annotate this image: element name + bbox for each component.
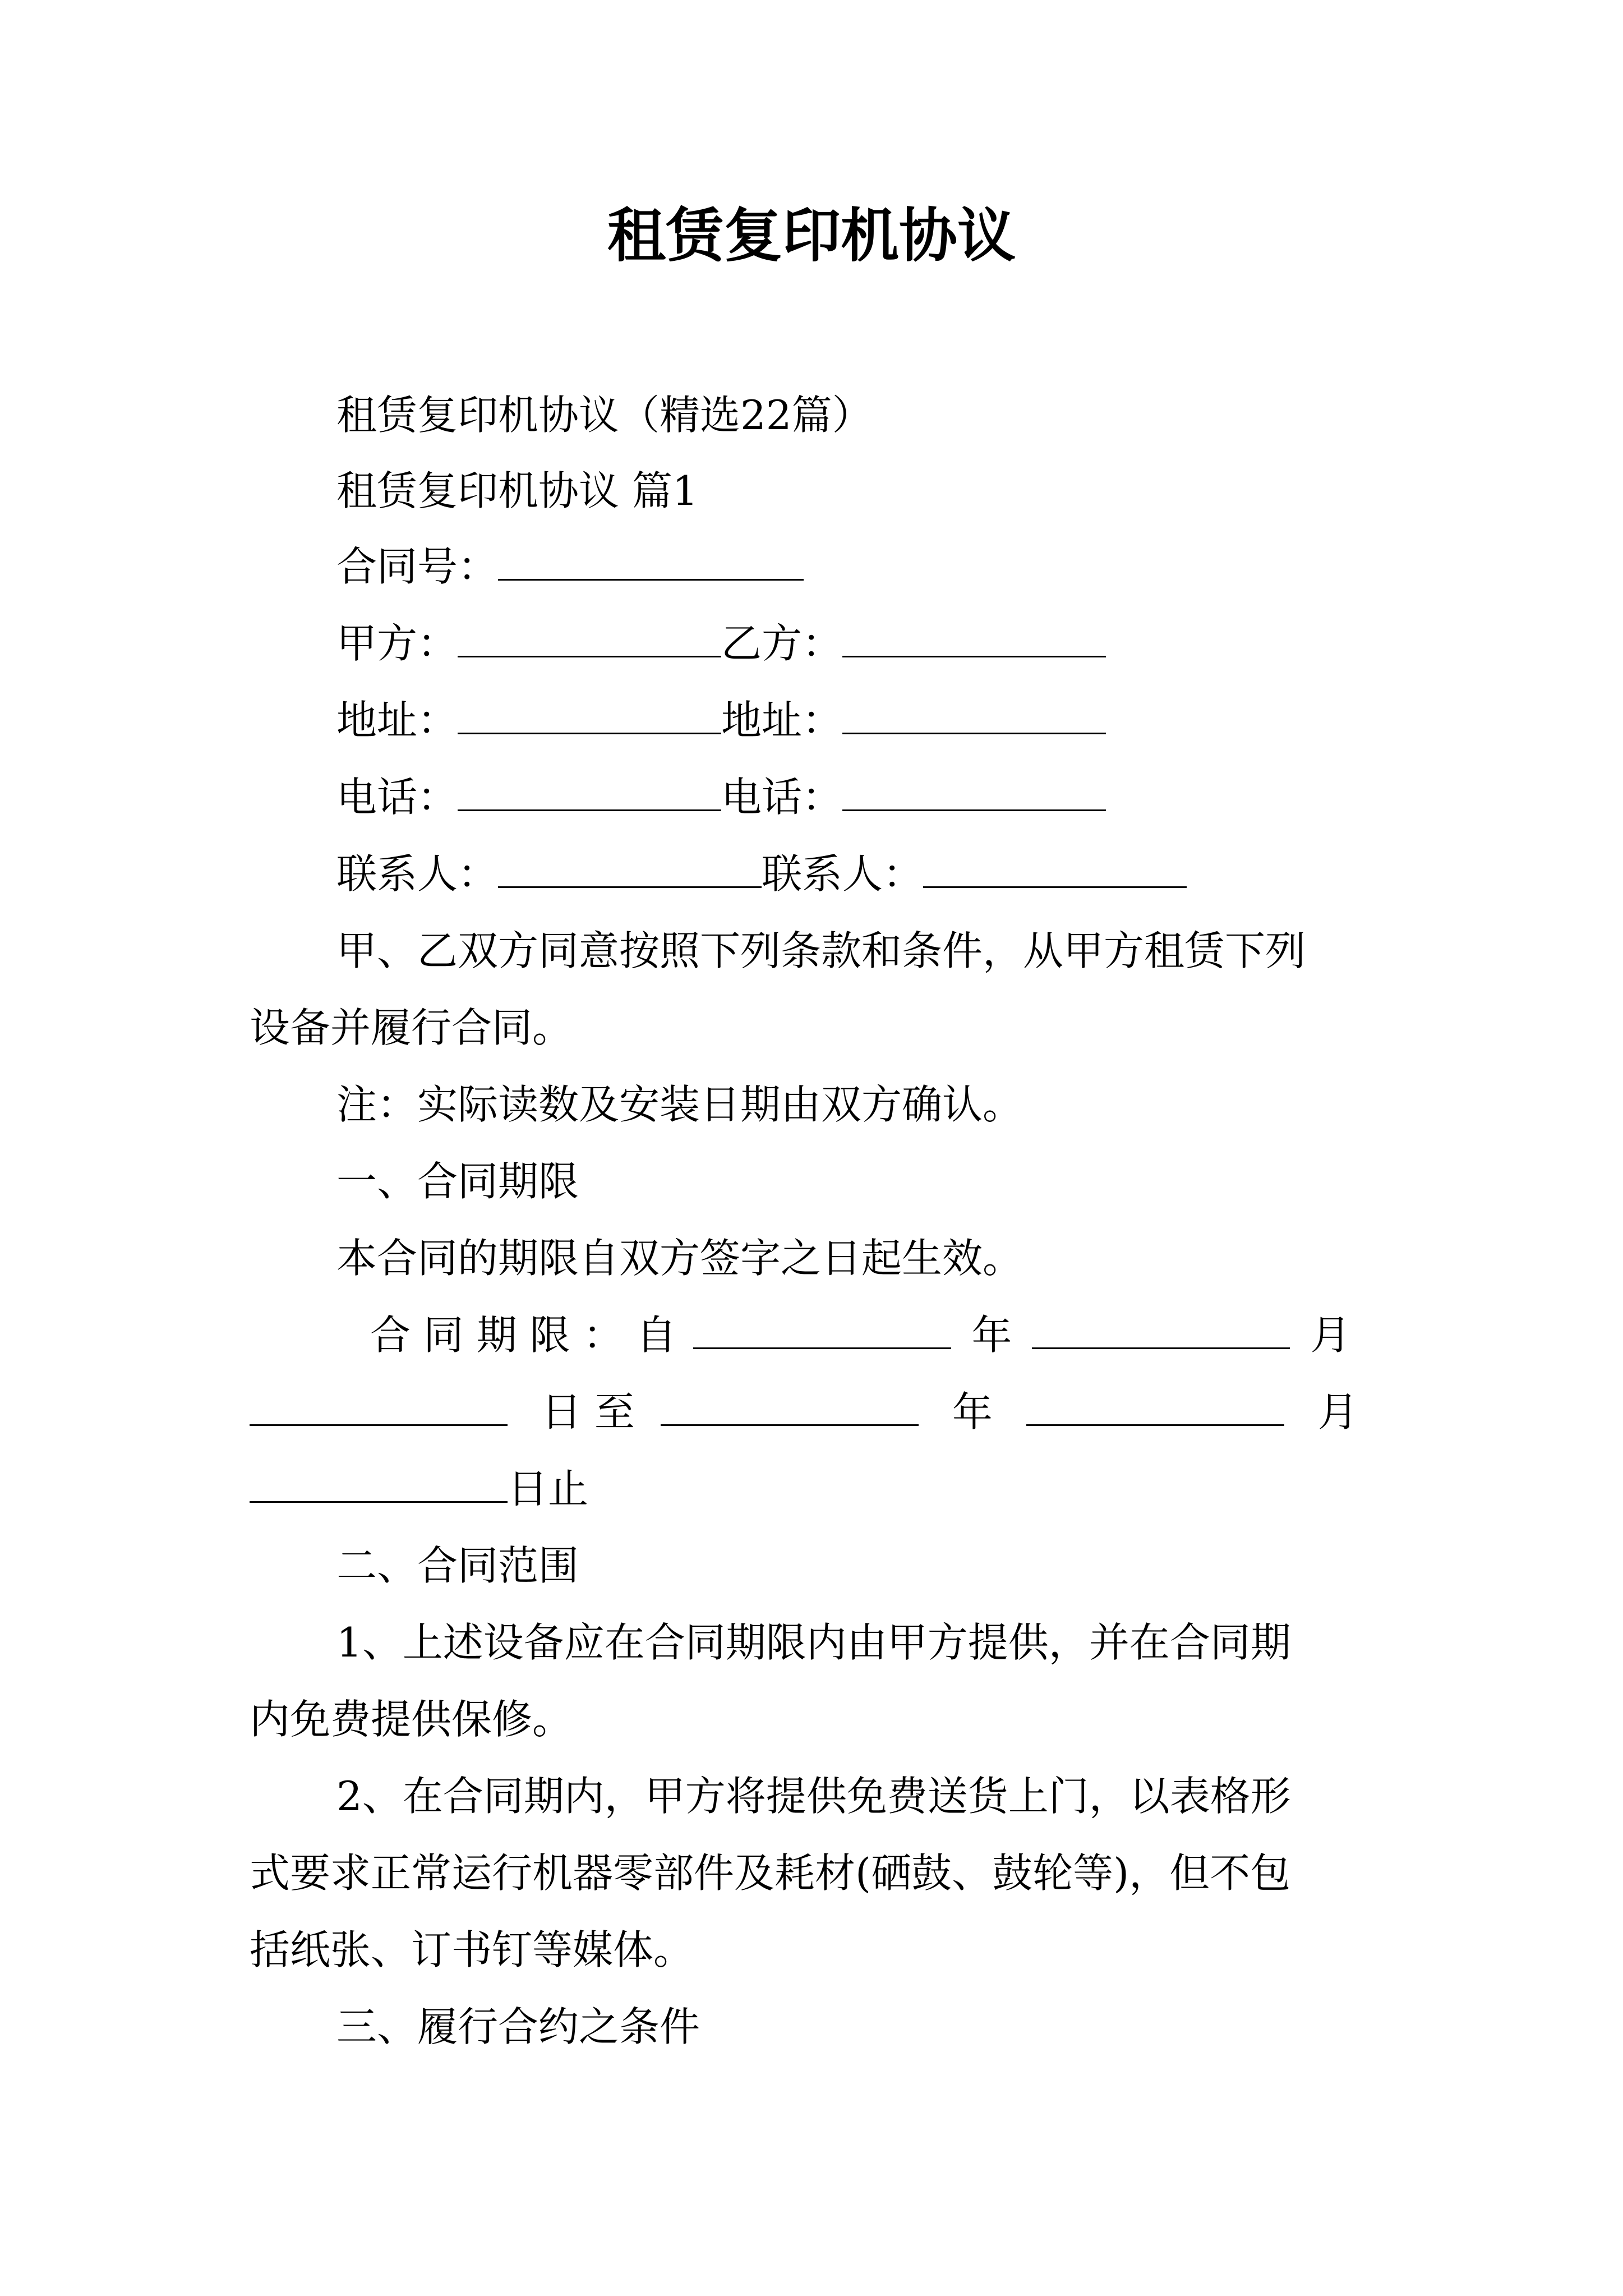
agreement-line-1: 甲、乙双方同意按照下列条款和条件，从甲方租赁下列 bbox=[336, 927, 1306, 974]
document-title: 租赁复印机协议 bbox=[607, 201, 1016, 270]
year-label-1: 年 bbox=[971, 1312, 1012, 1359]
party-a-label: 甲方： bbox=[336, 620, 458, 667]
phone-b-label: 电话： bbox=[721, 774, 843, 821]
party-b-label: 乙方： bbox=[721, 620, 843, 667]
end-year-blank bbox=[661, 1387, 919, 1426]
party-a-blank bbox=[458, 619, 721, 657]
contact-a-blank bbox=[498, 849, 762, 888]
contract-number-row bbox=[336, 539, 1382, 595]
address-row bbox=[336, 692, 1382, 748]
heading-contract-term: 一、合同期限 bbox=[336, 1158, 579, 1205]
start-month-blank bbox=[1032, 1310, 1290, 1349]
subtitle: 租赁复印机协议（精选22篇） bbox=[336, 392, 873, 439]
contact-b-label: 联系人： bbox=[762, 850, 924, 898]
phone-a-blank bbox=[458, 772, 721, 811]
section-heading: 租赁复印机协议 篇1 bbox=[336, 467, 698, 514]
phone-row bbox=[336, 769, 1382, 825]
contract-number-blank bbox=[498, 542, 804, 581]
month-label-2: 月 bbox=[1317, 1388, 1358, 1435]
party-row bbox=[336, 615, 1382, 671]
day-end-label: 日止 bbox=[508, 1465, 589, 1512]
address-b-blank bbox=[842, 696, 1106, 734]
contact-a-label: 联系人： bbox=[336, 850, 499, 898]
end-day-blank bbox=[250, 1464, 508, 1503]
start-day-blank bbox=[250, 1387, 508, 1426]
heading-contract-scope: 二、合同范围 bbox=[336, 1542, 579, 1589]
scope-item-1-line-1: 1、上述设备应在合同期限内由甲方提供，并在合同期 bbox=[336, 1619, 1291, 1666]
address-a-label: 地址： bbox=[336, 697, 458, 744]
term-effective-line: 本合同的期限自双方签字之日起生效。 bbox=[336, 1235, 1023, 1282]
month-label-1: 月 bbox=[1310, 1312, 1351, 1359]
address-b-label: 地址： bbox=[721, 697, 843, 744]
end-month-blank bbox=[1026, 1387, 1284, 1426]
party-b-blank bbox=[842, 619, 1106, 657]
heading-performance-conditions: 三、履行合约之条件 bbox=[336, 2003, 700, 2050]
day-to-label: 日 至 bbox=[541, 1388, 635, 1435]
note-line: 注：实际读数及安装日期由双方确认。 bbox=[336, 1081, 1023, 1128]
scope-item-2-line-3: 括纸张、订书钉等媒体。 bbox=[250, 1926, 694, 1973]
term-period-row-1 bbox=[370, 1307, 1416, 1363]
year-label-2: 年 bbox=[952, 1388, 993, 1435]
agreement-line-2: 设备并履行合同。 bbox=[250, 1004, 573, 1051]
phone-a-label: 电话： bbox=[336, 774, 458, 821]
term-period-label: 合 同 期 限 ： 自 bbox=[370, 1312, 677, 1359]
scope-item-2-line-2: 式要求正常运行机器零部件及耗材(硒鼓、鼓轮等)，但不包 bbox=[250, 1849, 1291, 1897]
contract-number-label: 合同号： bbox=[336, 543, 499, 590]
term-period-row-3 bbox=[250, 1461, 1382, 1517]
phone-b-blank bbox=[842, 772, 1106, 811]
scope-item-1-line-2: 内免费提供保修。 bbox=[250, 1696, 573, 1743]
start-year-blank bbox=[693, 1310, 951, 1349]
contact-b-blank bbox=[923, 849, 1187, 888]
scope-item-2-line-1: 2、在合同期内，甲方将提供免费送货上门，以表格形 bbox=[336, 1773, 1291, 1820]
contact-row bbox=[336, 846, 1382, 902]
term-period-row-2 bbox=[250, 1384, 1382, 1440]
address-a-blank bbox=[458, 696, 721, 734]
